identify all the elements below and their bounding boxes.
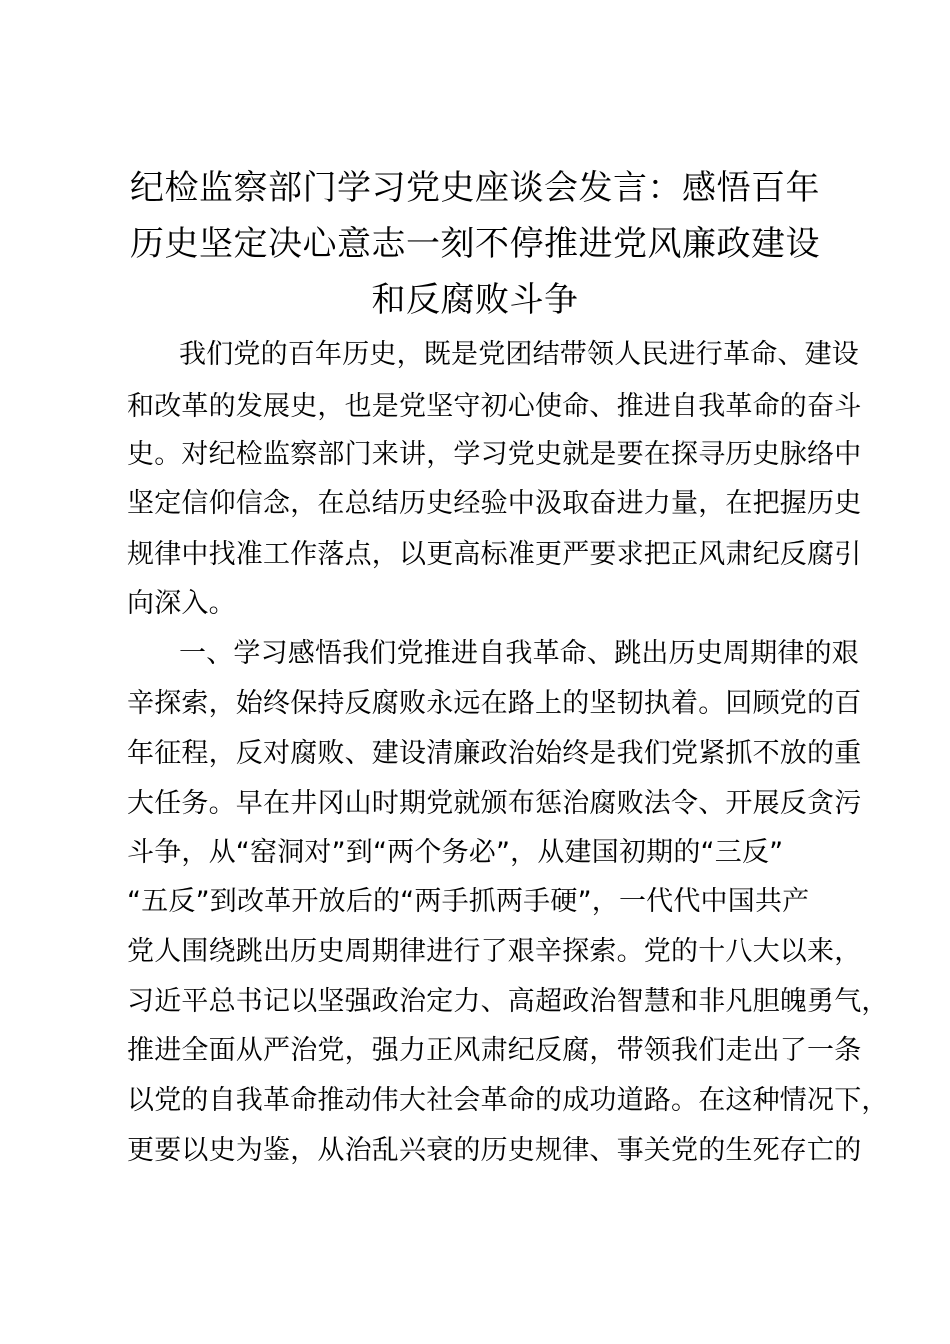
paragraph-1-line: 我们党的百年历史，既是党团结带领人民进行革命、建设 [179,339,859,370]
paragraph-2-line: 大任务。早在井冈山时期党就颁布惩治腐败法令、开展反贪污 [127,788,862,819]
paragraph-2-line: 斗争，从“窑洞对”到“两个务必”，从建国初期的“三反” [127,837,784,868]
paragraph-2-line: 党人围绕跳出历史周期律进行了艰辛探索。党的十八大以来， [127,936,862,967]
title-line: 历史坚定决心意志一刻不停推进党风廉政建设 [130,224,820,264]
paragraph-2-line: 一、学习感悟我们党推进自我革命、跳出历史周期律的艰 [179,638,859,669]
paragraph-1-line: 坚定信仰信念，在总结历史经验中汲取奋进力量，在把握历史 [127,488,862,519]
paragraph-1-line: 和改革的发展史，也是党坚守初心使命、推进自我革命的奋斗 [127,391,862,422]
paragraph-2-line: 以党的自我革命推动伟大社会革命的成功道路。在这种情况下， [127,1085,889,1116]
paragraph-2-line: 辛探索，始终保持反腐败永远在路上的坚韧执着。回顾党的百 [127,688,862,719]
paragraph-2-line: “五反”到改革开放后的“两手抓两手硬”，一代代中国共产 [127,886,810,917]
paragraph-2-line: 年征程，反对腐败、建设清廉政治始终是我们党紧抓不放的重 [127,738,862,769]
title-line: 和反腐败斗争 [371,280,579,320]
title-line: 纪检监察部门学习党史座谈会发言：感悟百年 [130,168,820,208]
document-title [118,160,832,328]
paragraph-2-line: 推进全面从严治党，强力正风肃纪反腐，带领我们走出了一条 [127,1035,862,1066]
paragraph-1-line: 向深入。 [127,588,236,619]
paragraph-1-line: 规律中找准工作落点，以更高标准更严要求把正风肃纪反腐引 [127,539,862,570]
paragraph-2-line: 更要以史为鉴，从治乱兴衰的历史规律、事关党的生死存亡的 [127,1135,862,1166]
paragraph-2-line: 习近平总书记以坚强政治定力、高超政治智慧和非凡胆魄勇气， [127,986,889,1017]
paragraph-1-line: 史。对纪检监察部门来讲，学习党史就是要在探寻历史脉络中 [127,439,862,470]
